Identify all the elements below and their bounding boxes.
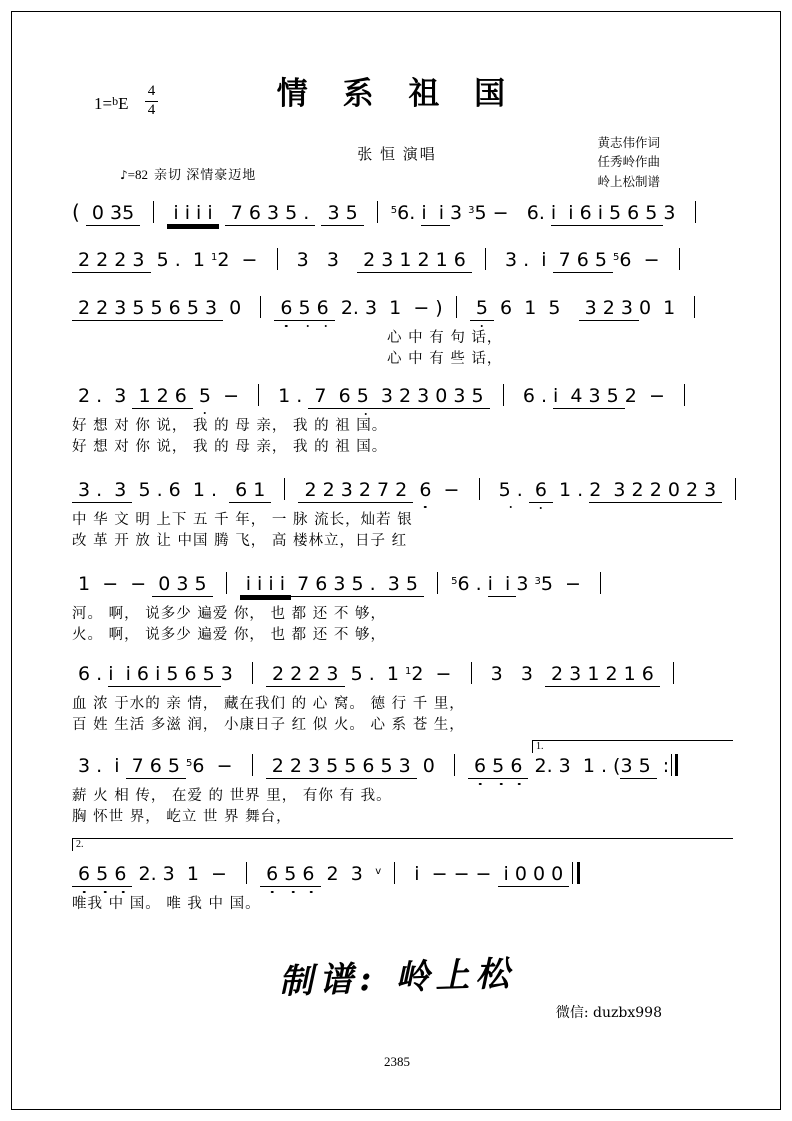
system-2 <box>72 248 732 278</box>
key-signature <box>94 94 128 114</box>
system-4-lyric-2: 好 想 对 你 说， 我 的 母 亲， 我 的 祖 国。 <box>72 439 388 455</box>
system-9 <box>72 839 732 913</box>
repeat-label-2: 2. <box>76 839 84 850</box>
system-1 <box>72 200 732 230</box>
system-4-lyric-1: 好 想 对 你 说， 我 的 母 亲， 我 的 祖 国。 <box>72 418 388 434</box>
system-6 <box>72 572 732 644</box>
system-6-notes: 1 − − 0 3 5 i i i i 7 6 3 5 . 3 5 $^5$6 . i i 3 $^3$5 − <box>72 572 732 602</box>
system-8-notes: 3 . i 7 6 5 $^5$6 − 2 2 3 5 5 6 5 3 0 6 5 6 2. 3 1 . (3 5 : <box>72 754 732 784</box>
system-3-lyric-1: 心 中 有 句 话， <box>387 330 503 346</box>
wechat-id: 微信: duzbx998 <box>555 1005 662 1021</box>
system-4-notes: 2 . 3 1 2 6 5 − 1 . 7 6 5 3 2 3 0 3 5 6 . i 4 3 5 2 − <box>72 384 732 414</box>
system-9-lyric-1: 唯我 中 国。 唯 我 中 国。 <box>72 896 261 912</box>
system-6-lyric-2: 火。 啊， 说多少 遍爱 你， 也 都 还 不 够， <box>72 627 386 643</box>
system-4 <box>72 384 732 456</box>
system-7-notes: 6 . i i 6 i 5 6 5 3 2 2 2 3 5 . 1 $^1$2 − 3 3 2 3 1 2 1 6 <box>72 662 732 692</box>
engraver-credit: 岭上松制谱 <box>597 174 660 189</box>
system-7 <box>72 662 732 734</box>
system-5-notes: 3 . 3 5 . 6 1 . 6 1 2 2 3 2 7 2 6 − 5 . 6 1 . 2 3 2 2 0 2 3 <box>72 478 732 508</box>
system-8-lyric-2: 胸 怀世 界， 屹立 世 界 舞台， <box>72 809 292 825</box>
system-3 <box>72 296 732 368</box>
flat-symbol: b <box>112 94 119 108</box>
system-8-lyric-1: 薪 火 相 传， 在爱 的 世界 里， 有你 有 我。 <box>72 788 392 804</box>
time-denominator: 4 <box>147 101 156 118</box>
tempo-value: =82 <box>127 167 149 182</box>
composer-credit: 任秀岭作曲 <box>597 155 660 170</box>
expression-marking: 亲切 深情豪迈地 <box>154 167 257 182</box>
time-signature <box>145 84 158 119</box>
system-7-lyric-1: 血 浓 于水的 亲 情， 藏在我们 的 心 窝。 德 行 千 里， <box>72 696 465 712</box>
key-note: E <box>118 94 129 113</box>
tempo-marking <box>120 164 256 183</box>
quarter-note-icon: ♪ <box>120 168 128 182</box>
page-number: 2385 <box>384 1054 410 1069</box>
time-numerator: 4 <box>147 83 156 99</box>
system-5-lyric-1: 中 华 文 明 上下 五 千 年， 一 脉 流长，灿若 银 <box>72 512 413 528</box>
system-2-notes: 2 2 2 3 5 . 1 $^1$2 − 3 3 2 3 1 2 1 6 3 . i 7 6 5 $^5$6 − <box>72 248 732 278</box>
key-label: 1= <box>94 94 113 113</box>
system-5 <box>72 478 732 550</box>
system-5-lyric-2: 改 革 开 放 让 中国 腾 飞， 高 楼林立，日子 红 <box>72 533 408 549</box>
system-6-lyric-1: 河。 啊， 说多少 遍爱 你， 也 都 还 不 够， <box>72 606 386 622</box>
handwritten-signature: 制谱: 岭上松 <box>278 953 516 1003</box>
singer-credit: 张 恒 演唱 <box>357 147 437 163</box>
repeat-label-1: 1. <box>536 741 544 752</box>
repeat-bracket-1 <box>532 740 733 753</box>
system-9-notes: 6 5 6 2. 3 1 − 6 5 6 2 3 $^v$ i − − − i 0 0 0 <box>72 862 732 892</box>
system-3-notes: 2 2 3 5 5 6 5 3 0 6 5 6 2. 3 1 − ) 5 6 1 5 3 2 3 0 1 <box>72 296 732 326</box>
page-title: 情 系 祖 国 <box>276 76 518 112</box>
system-3-lyric-2: 心 中 有 些 话， <box>387 351 503 367</box>
system-7-lyric-2: 百 姓 生活 多滋 润， 小康日子 红 似 火。 心 系 苍 生， <box>72 717 465 733</box>
sheet-border <box>11 11 781 1110</box>
repeat-bracket-2 <box>72 838 733 851</box>
credits-block <box>597 134 660 192</box>
system-8 <box>72 741 732 826</box>
system-1-notes: ( 0 35 i i i i 7 6 3 5 . 3 5 $^5$6. i i 3 $^3$5 − 6. i i 6 i 5 6 5 3 <box>72 200 732 230</box>
lyricist-credit: 黄志伟作词 <box>597 136 660 150</box>
